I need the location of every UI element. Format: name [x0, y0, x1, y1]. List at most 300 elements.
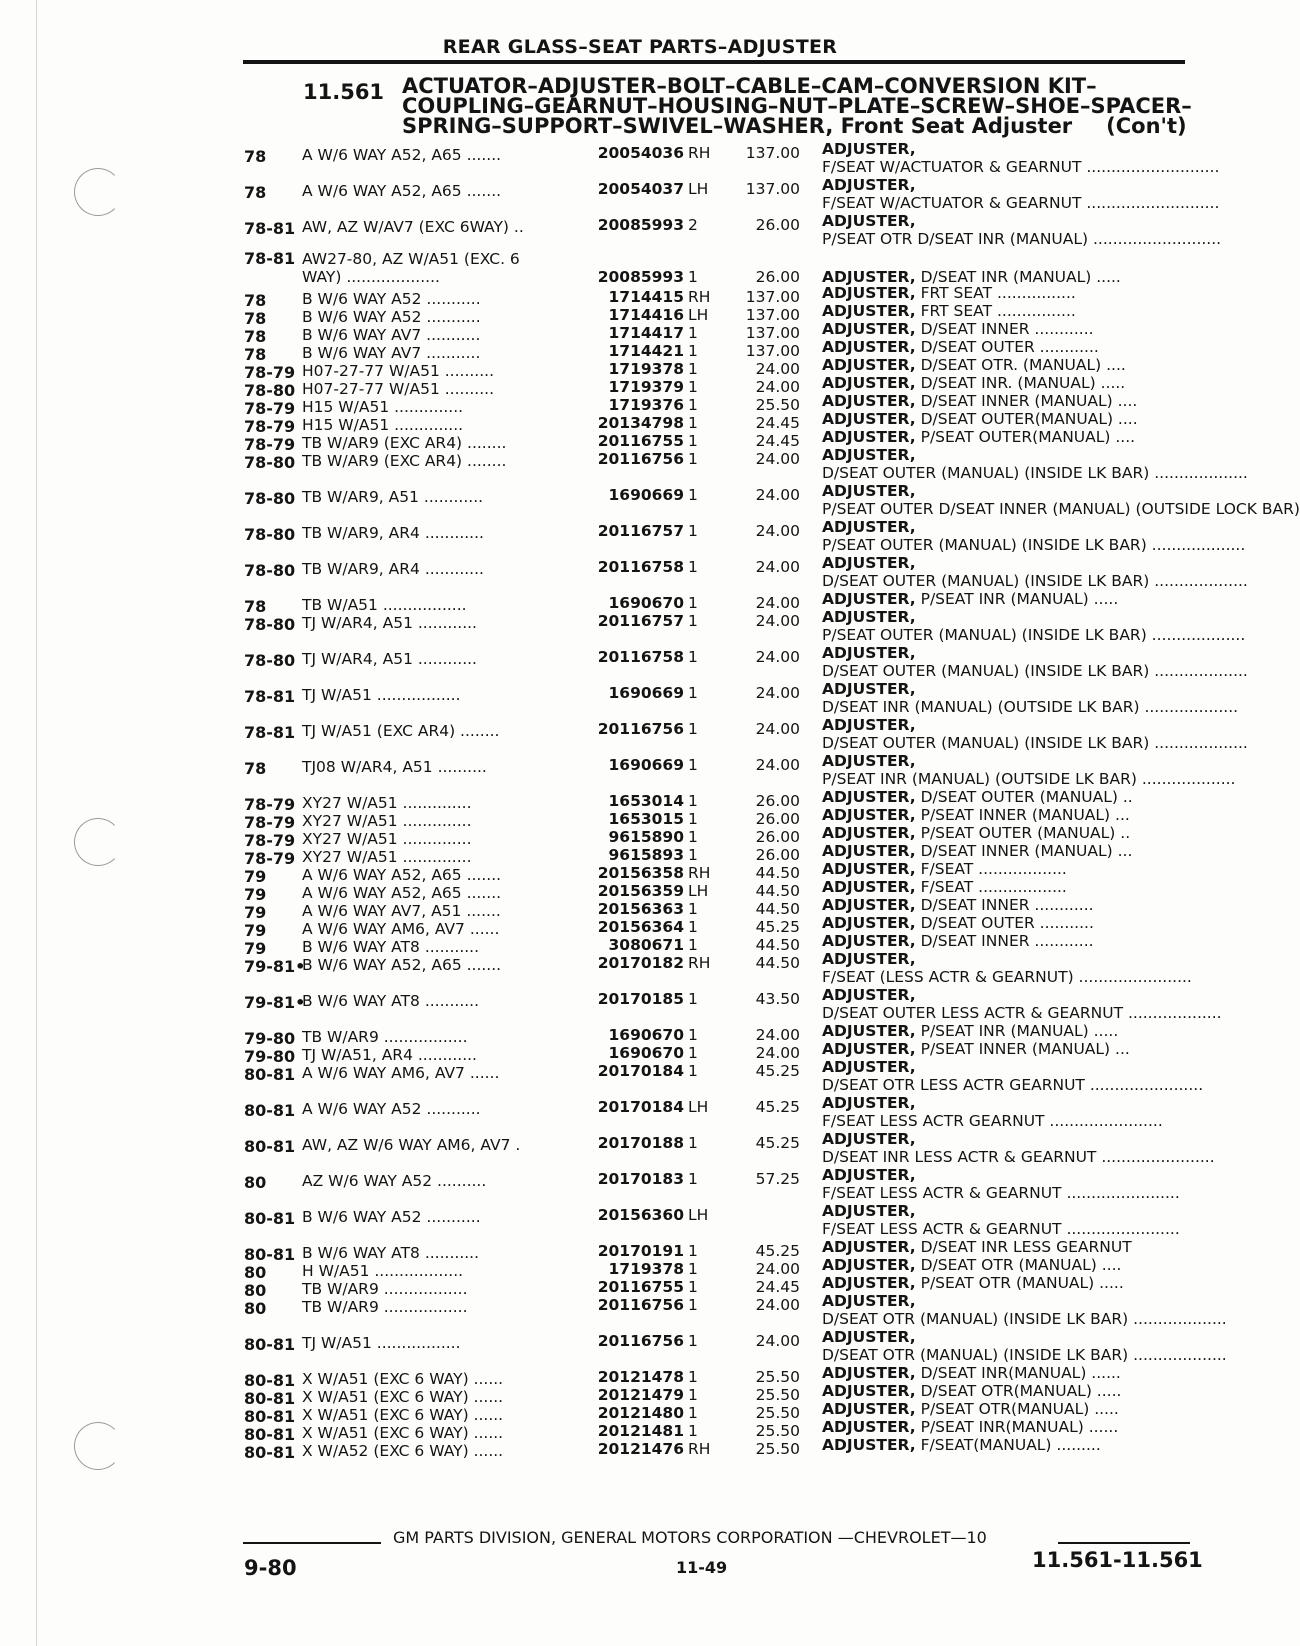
model-year: 78-79	[244, 831, 296, 850]
model-description: TJ W/A51, AR4 ............	[302, 1046, 477, 1064]
part-number: 1653014	[608, 792, 684, 810]
part-number: 9615893	[608, 846, 684, 864]
model-description: B W/6 WAY A52 ...........	[302, 290, 481, 308]
table-row	[0, 1166, 1280, 1200]
quantity: 1	[688, 936, 698, 954]
model-year: 78-79	[244, 399, 296, 418]
item-description: F/SEAT W/ACTUATOR & GEARNUT ...........................	[822, 194, 1220, 212]
section-title	[402, 76, 1192, 136]
price: 25.50	[755, 1368, 800, 1386]
price: 26.00	[755, 268, 800, 286]
quantity: 1	[688, 1170, 698, 1188]
item-name: ADJUSTER, P/SEAT OUTER (MANUAL) (INSIDE LK BAR) ...................	[822, 518, 1246, 554]
item-name: ADJUSTER, D/SEAT OTR. (MANUAL) ....	[822, 356, 1126, 374]
model-description: AW, AZ W/AV7 (EXC 6WAY) ..	[302, 218, 524, 236]
item-name: ADJUSTER, F/SEAT LESS ACTR & GEARNUT .......................	[822, 1166, 1180, 1202]
item-description: F/SEAT ..................	[920, 860, 1067, 878]
model-description: B W/6 WAY AV7 ...........	[302, 344, 481, 362]
price: 25.50	[755, 1440, 800, 1458]
item-name: ADJUSTER, P/SEAT INR (MANUAL) .....	[822, 590, 1119, 608]
item-description: P/SEAT INR (MANUAL) (OUTSIDE LK BAR) ...................	[822, 770, 1236, 788]
item-name: ADJUSTER, P/SEAT OUTER (MANUAL) (INSIDE LK BAR) ...................	[822, 608, 1246, 644]
price: 45.25	[755, 1134, 800, 1152]
model-description: B W/6 WAY A52, A65 .......	[302, 956, 502, 974]
part-number: 20116756	[597, 450, 684, 468]
part-number: 20116755	[597, 1278, 684, 1296]
model-year: 78-80	[244, 561, 296, 580]
quantity: 1	[688, 1242, 698, 1260]
item-description: D/SEAT OUTER (MANUAL) (INSIDE LK BAR) ...................	[822, 464, 1248, 482]
quantity: 1	[688, 1062, 698, 1080]
item-description: D/SEAT INR LESS ACTR & GEARNUT .......................	[822, 1148, 1215, 1166]
item-name: ADJUSTER, P/SEAT INR(MANUAL) ......	[822, 1418, 1119, 1436]
item-description: F/SEAT ..................	[920, 878, 1067, 896]
model-year: 78-79	[244, 795, 296, 814]
section-title-suffix: Front Seat Adjuster	[840, 114, 1073, 138]
price: 24.00	[755, 450, 800, 468]
part-number: 20156359	[597, 882, 684, 900]
model-description: A W/6 WAY AM6, AV7 ......	[302, 920, 500, 938]
item-name: ADJUSTER, D/SEAT OTR(MANUAL) .....	[822, 1382, 1122, 1400]
part-number: 20134798	[597, 414, 684, 432]
model-year: 78-79	[244, 363, 296, 382]
table-row	[0, 446, 1280, 480]
table-row	[0, 1058, 1280, 1092]
model-description: XY27 W/A51 ..............	[302, 848, 472, 866]
item-name: ADJUSTER, D/SEAT OUTER (MANUAL) (INSIDE LK BAR) ...................	[822, 644, 1248, 680]
table-row	[0, 752, 1280, 786]
quantity: 1	[688, 792, 698, 810]
part-number: 3080671	[608, 936, 684, 954]
item-name: ADJUSTER, D/SEAT INR(MANUAL) ......	[822, 1364, 1121, 1382]
item-description: D/SEAT INNER ............	[920, 932, 1094, 950]
table-row	[0, 608, 1280, 642]
item-name: ADJUSTER, F/SEAT (LESS ACTR & GEARNUT) .......................	[822, 950, 1192, 986]
price: 24.45	[755, 414, 800, 432]
price: 45.25	[755, 918, 800, 936]
model-description: TJ W/AR4, A51 ............	[302, 650, 477, 668]
item-description: D/SEAT OUTER (MANUAL) (INSIDE LK BAR) ...................	[822, 572, 1248, 590]
item-name: ADJUSTER, D/SEAT OTR (MANUAL) (INSIDE LK BAR) ...................	[822, 1292, 1227, 1328]
model-description: B W/6 WAY A52 ...........	[302, 1208, 481, 1226]
table-row	[0, 554, 1280, 588]
model-year: 78-80	[244, 381, 296, 400]
table-row	[0, 1436, 1280, 1470]
item-description: F/SEAT LESS ACTR & GEARNUT .......................	[822, 1184, 1180, 1202]
item-description: FRT SEAT ................	[920, 284, 1076, 302]
model-year: 78	[244, 327, 267, 346]
price: 44.50	[755, 954, 800, 972]
model-description: X W/A51 (EXC 6 WAY) ......	[302, 1370, 504, 1388]
model-year: 80-81	[244, 1335, 296, 1354]
table-row	[0, 644, 1280, 678]
item-description: D/SEAT OUTER (MANUAL) (INSIDE LK BAR) ...................	[822, 734, 1248, 752]
price: 24.45	[755, 1278, 800, 1296]
quantity: 1	[688, 268, 698, 286]
model-year: 79	[244, 903, 267, 922]
part-number: 20116756	[597, 1296, 684, 1314]
item-description: F/SEAT W/ACTUATOR & GEARNUT ...........................	[822, 158, 1220, 176]
model-description: TJ W/A51 .................	[302, 686, 461, 704]
quantity: 1	[688, 918, 698, 936]
model-year: 79	[244, 939, 267, 958]
section-title-line3: SPRING–SUPPORT–SWIVEL–WASHER, Front Seat Adjuster (Con't)	[402, 114, 1187, 138]
item-description: D/SEAT INNER (MANUAL) ...	[920, 842, 1133, 860]
model-year: 80-81	[244, 1209, 296, 1228]
item-name: ADJUSTER, D/SEAT INNER (MANUAL) ...	[822, 842, 1133, 860]
item-name: ADJUSTER, D/SEAT INNER ............	[822, 896, 1094, 914]
model-description: TJ08 W/AR4, A51 ..........	[302, 758, 487, 776]
footer-page-number: 11-49	[676, 1558, 728, 1577]
price: 26.00	[755, 828, 800, 846]
model-year: 79-81•	[244, 993, 306, 1012]
part-number: 20121478	[597, 1368, 684, 1386]
quantity: 2	[688, 216, 698, 234]
price: 24.00	[755, 1332, 800, 1350]
price: 45.25	[755, 1098, 800, 1116]
price: 24.00	[755, 378, 800, 396]
part-number: 1690669	[608, 756, 684, 774]
part-number: 20121480	[597, 1404, 684, 1422]
quantity: 1	[688, 450, 698, 468]
item-description: D/SEAT OUTER ...........	[920, 914, 1094, 932]
item-name: ADJUSTER, D/SEAT OUTER(MANUAL) ....	[822, 410, 1138, 428]
part-number: 1714415	[608, 288, 684, 306]
item-description: P/SEAT OTR (MANUAL) .....	[920, 1274, 1124, 1292]
model-year: 80-81	[244, 1425, 296, 1444]
model-description: A W/6 WAY A52, A65 .......	[302, 884, 502, 902]
item-name: ADJUSTER, P/SEAT INR (MANUAL) (OUTSIDE LK BAR) ...................	[822, 752, 1236, 788]
quantity: 1	[688, 1386, 698, 1404]
price: 25.50	[755, 1404, 800, 1422]
table-row	[0, 716, 1280, 750]
table-row	[0, 482, 1300, 518]
quantity: 1	[688, 1278, 698, 1296]
model-year: 78-80	[244, 525, 296, 544]
part-number: 20116756	[597, 1332, 684, 1350]
model-description: XY27 W/A51 ..............	[302, 794, 472, 812]
footer-date: 9-80	[244, 1556, 297, 1580]
model-year: 78-81	[244, 723, 296, 742]
price: 24.00	[755, 522, 800, 540]
part-number: 1714416	[608, 306, 684, 324]
item-name: ADJUSTER, D/SEAT INNER ............	[822, 932, 1094, 950]
price: 24.00	[755, 1044, 800, 1062]
item-description: D/SEAT INR LESS GEARNUT	[920, 1238, 1132, 1256]
price: 137.00	[745, 342, 800, 360]
page-header-title: REAR GLASS–SEAT PARTS–ADJUSTER	[442, 36, 838, 58]
item-description: D/SEAT INNER (MANUAL) ....	[920, 392, 1138, 410]
model-year: 78-79	[244, 849, 296, 868]
item-description: D/SEAT INR (MANUAL) .....	[920, 268, 1121, 286]
part-number: 20085993	[597, 268, 684, 286]
model-description: X W/A51 (EXC 6 WAY) ......	[302, 1406, 504, 1424]
model-year: 78	[244, 291, 267, 310]
part-number: 20170184	[597, 1098, 684, 1116]
part-number: 20116758	[597, 558, 684, 576]
quantity: 1	[688, 828, 698, 846]
part-number: 1690670	[608, 594, 684, 612]
part-number: 20121481	[597, 1422, 684, 1440]
model-description: H15 W/A51 ..............	[302, 416, 464, 434]
quantity: 1	[688, 1044, 698, 1062]
model-description: A W/6 WAY A52, A65 .......	[302, 866, 502, 884]
part-number: 1690670	[608, 1026, 684, 1044]
table-row	[0, 950, 1280, 984]
model-year: 78	[244, 147, 267, 166]
item-name: ADJUSTER, P/SEAT OUTER D/SEAT INNER (MANUAL) (OUTSIDE LOCK BAR)	[822, 482, 1300, 518]
price: 24.00	[755, 720, 800, 738]
model-year: 78	[244, 759, 267, 778]
model-description: B W/6 WAY AT8 ...........	[302, 992, 480, 1010]
quantity: 1	[688, 342, 698, 360]
model-description: A W/6 WAY AV7, A51 .......	[302, 902, 501, 920]
item-name: ADJUSTER, F/SEAT(MANUAL) .........	[822, 1436, 1101, 1454]
part-number: 1714421	[608, 342, 684, 360]
item-name: ADJUSTER, P/SEAT INR (MANUAL) .....	[822, 1022, 1119, 1040]
item-name: ADJUSTER, P/SEAT OTR D/SEAT INR (MANUAL) ..........................	[822, 212, 1222, 248]
model-year: 78-80	[244, 453, 296, 472]
model-description: TJ W/A51 (EXC AR4) ........	[302, 722, 500, 740]
part-number: 20116757	[597, 612, 684, 630]
quantity: 1	[688, 990, 698, 1008]
model-year: 78-79	[244, 813, 296, 832]
quantity: 1	[688, 558, 698, 576]
quantity: 1	[688, 378, 698, 396]
table-row	[0, 518, 1280, 552]
model-year: 79	[244, 885, 267, 904]
model-description: TB W/AR9 .................	[302, 1028, 468, 1046]
part-number: 20054036	[597, 144, 684, 162]
part-number: 1690669	[608, 684, 684, 702]
part-number: 1690670	[608, 1044, 684, 1062]
model-year: 80	[244, 1263, 267, 1282]
footer-section-range: 11.561-11.561	[1032, 1548, 1203, 1572]
quantity: RH	[688, 1440, 711, 1458]
price: 25.50	[755, 396, 800, 414]
model-year: 78-81	[244, 219, 296, 238]
model-year: 79-81•	[244, 957, 306, 976]
price: 26.00	[755, 810, 800, 828]
model-year: 79	[244, 921, 267, 940]
model-description: TB W/AR9, A51 ............	[302, 488, 484, 506]
quantity: 1	[688, 846, 698, 864]
price: 137.00	[745, 306, 800, 324]
item-name: ADJUSTER, P/SEAT OTR(MANUAL) .....	[822, 1400, 1119, 1418]
model-description: X W/A51 (EXC 6 WAY) ......	[302, 1388, 504, 1406]
model-description: A W/6 WAY A52, A65 .......	[302, 146, 502, 164]
price: 25.50	[755, 1386, 800, 1404]
item-name: ADJUSTER, P/SEAT OUTER(MANUAL) ....	[822, 428, 1136, 446]
model-description: TJ W/A51 .................	[302, 1334, 461, 1352]
item-name: ADJUSTER, P/SEAT INNER (MANUAL) ...	[822, 806, 1130, 824]
model-year: 78-79	[244, 435, 296, 454]
item-description: F/SEAT LESS ACTR & GEARNUT .......................	[822, 1220, 1180, 1238]
item-description: P/SEAT INR (MANUAL) .....	[920, 590, 1119, 608]
item-name: ADJUSTER, F/SEAT W/ACTUATOR & GEARNUT ...........................	[822, 140, 1220, 176]
footer-rule-right	[1058, 1542, 1190, 1544]
part-number: 20170191	[597, 1242, 684, 1260]
quantity: 1	[688, 1404, 698, 1422]
model-description: B W/6 WAY A52 ...........	[302, 308, 481, 326]
price: 24.00	[755, 594, 800, 612]
model-description: B W/6 WAY AT8 ...........	[302, 1244, 480, 1262]
price: 24.00	[755, 486, 800, 504]
price: 26.00	[755, 846, 800, 864]
model-year: 80-81	[244, 1443, 296, 1462]
model-description: X W/A52 (EXC 6 WAY) ......	[302, 1442, 504, 1460]
item-description: P/SEAT INNER (MANUAL) ...	[920, 806, 1130, 824]
price: 137.00	[745, 180, 800, 198]
item-description: P/SEAT OUTER (MANUAL) (INSIDE LK BAR) ...................	[822, 536, 1246, 554]
section-title-line2: COUPLING–GEARNUT–HOUSING–NUT–PLATE–SCREW–SHOE–SPACER–	[402, 94, 1192, 118]
part-number: 20156363	[597, 900, 684, 918]
price: 24.00	[755, 648, 800, 666]
model-year: 78	[244, 597, 267, 616]
part-number: 20156360	[597, 1206, 684, 1224]
quantity: 1	[688, 486, 698, 504]
model-description: TB W/AR9, AR4 ............	[302, 524, 484, 542]
item-description: P/SEAT OUTER D/SEAT INNER (MANUAL) (OUTSIDE LOCK BAR)	[822, 500, 1300, 518]
model-year: 80	[244, 1281, 267, 1300]
item-name: ADJUSTER, D/SEAT INNER ............	[822, 320, 1094, 338]
price: 24.00	[755, 1260, 800, 1278]
quantity: 1	[688, 324, 698, 342]
item-name: ADJUSTER, F/SEAT W/ACTUATOR & GEARNUT ...........................	[822, 176, 1220, 212]
footer-publisher: GM PARTS DIVISION, GENERAL MOTORS CORPORATION —CHEVROLET—10	[393, 1528, 987, 1547]
model-year: 79-80	[244, 1029, 296, 1048]
part-number: 20156364	[597, 918, 684, 936]
price: 45.25	[755, 1242, 800, 1260]
header-rule	[243, 60, 1185, 64]
item-description: F/SEAT(MANUAL) .........	[920, 1436, 1101, 1454]
quantity: RH	[688, 954, 711, 972]
model-description: TB W/AR9 .................	[302, 1298, 468, 1316]
item-name: ADJUSTER, FRT SEAT ................	[822, 284, 1076, 302]
model-year: 78-79	[244, 417, 296, 436]
item-name: ADJUSTER, D/SEAT OUTER LESS ACTR & GEARNUT ...................	[822, 986, 1222, 1022]
price: 24.00	[755, 1296, 800, 1314]
table-row	[0, 1130, 1280, 1164]
part-number: 1719379	[608, 378, 684, 396]
price: 137.00	[745, 324, 800, 342]
model-description: AZ W/6 WAY A52 ..........	[302, 1172, 487, 1190]
item-name: ADJUSTER, D/SEAT INR LESS GEARNUT	[822, 1238, 1132, 1256]
price: 137.00	[745, 144, 800, 162]
item-name: ADJUSTER, D/SEAT INR (MANUAL) (OUTSIDE LK BAR) ...................	[822, 680, 1239, 716]
item-name: ADJUSTER, D/SEAT INR (MANUAL) .....	[822, 268, 1121, 286]
quantity: 1	[688, 1368, 698, 1386]
table-row	[0, 176, 1280, 210]
model-year: 80	[244, 1299, 267, 1318]
price: 24.00	[755, 684, 800, 702]
part-number: 20170184	[597, 1062, 684, 1080]
model-description: TB W/AR9 (EXC AR4) ........	[302, 434, 507, 452]
price: 24.00	[755, 612, 800, 630]
item-name: ADJUSTER, F/SEAT LESS ACTR & GEARNUT .......................	[822, 1202, 1180, 1238]
table-row	[0, 1328, 1280, 1362]
item-description: P/SEAT OUTER (MANUAL) (INSIDE LK BAR) ...................	[822, 626, 1246, 644]
model-year: 80-81	[244, 1407, 296, 1426]
quantity: RH	[688, 144, 711, 162]
model-year: 80	[244, 1173, 267, 1192]
model-description: A W/6 WAY AM6, AV7 ......	[302, 1064, 500, 1082]
section-number: 11.561	[303, 80, 385, 104]
quantity: LH	[688, 1098, 709, 1116]
part-number: 20116758	[597, 648, 684, 666]
part-number: 20054037	[597, 180, 684, 198]
item-description: P/SEAT OTR D/SEAT INR (MANUAL) ..........................	[822, 230, 1222, 248]
item-name: ADJUSTER, P/SEAT OUTER (MANUAL) ..	[822, 824, 1131, 842]
model-description: X W/A51 (EXC 6 WAY) ......	[302, 1424, 504, 1442]
model-description: AW, AZ W/6 WAY AM6, AV7 .	[302, 1136, 521, 1154]
quantity: 1	[688, 1422, 698, 1440]
table-row	[0, 680, 1280, 714]
item-description: P/SEAT OTR(MANUAL) .....	[920, 1400, 1119, 1418]
item-description: D/SEAT OUTER LESS ACTR & GEARNUT ...................	[822, 1004, 1222, 1022]
quantity: 1	[688, 1296, 698, 1314]
model-year: 78-80	[244, 489, 296, 508]
model-description: TB W/AR9 (EXC AR4) ........	[302, 452, 507, 470]
quantity: 1	[688, 432, 698, 450]
item-name: ADJUSTER, D/SEAT OUTER (MANUAL) (INSIDE LK BAR) ...................	[822, 446, 1248, 482]
price: 24.00	[755, 558, 800, 576]
table-row	[0, 250, 1280, 284]
model-year: 80-81	[244, 1101, 296, 1120]
item-description: D/SEAT INNER ............	[920, 320, 1094, 338]
item-name: ADJUSTER, F/SEAT ..................	[822, 860, 1067, 878]
part-number: 20170185	[597, 990, 684, 1008]
quantity: 1	[688, 900, 698, 918]
part-number: 20170182	[597, 954, 684, 972]
item-name: ADJUSTER, P/SEAT OTR (MANUAL) .....	[822, 1274, 1124, 1292]
quantity: 1	[688, 756, 698, 774]
quantity: RH	[688, 864, 711, 882]
continued-marker: (Con't)	[1106, 114, 1187, 138]
model-year: 79-80	[244, 1047, 296, 1066]
quantity: 1	[688, 1026, 698, 1044]
table-row	[0, 140, 1280, 174]
model-description: H15 W/A51 ..............	[302, 398, 464, 416]
part-number: 1719378	[608, 1260, 684, 1278]
quantity: 1	[688, 1332, 698, 1350]
model-description: H W/A51 ..................	[302, 1262, 464, 1280]
price: 24.00	[755, 756, 800, 774]
price: 24.45	[755, 432, 800, 450]
part-number: 20121479	[597, 1386, 684, 1404]
item-description: D/SEAT OTR (MANUAL) (INSIDE LK BAR) ...................	[822, 1310, 1227, 1328]
model-description: TB W/AR9, AR4 ............	[302, 560, 484, 578]
part-number: 9615890	[608, 828, 684, 846]
item-description: D/SEAT INR (MANUAL) (OUTSIDE LK BAR) ...................	[822, 698, 1239, 716]
part-number: 1714417	[608, 324, 684, 342]
item-description: F/SEAT (LESS ACTR & GEARNUT) .......................	[822, 968, 1192, 986]
quantity: LH	[688, 180, 709, 198]
price: 44.50	[755, 864, 800, 882]
part-number: 20170183	[597, 1170, 684, 1188]
model-year: 78	[244, 345, 267, 364]
item-description: D/SEAT OUTER ............	[920, 338, 1099, 356]
part-number: 20170188	[597, 1134, 684, 1152]
model-description: TJ W/AR4, A51 ............	[302, 614, 477, 632]
item-description: D/SEAT INNER ............	[920, 896, 1094, 914]
price: 43.50	[755, 990, 800, 1008]
item-description: D/SEAT OTR LESS ACTR GEARNUT .......................	[822, 1076, 1204, 1094]
price: 45.25	[755, 1062, 800, 1080]
model-year: 80-81	[244, 1389, 296, 1408]
section-title-line1: ACTUATOR–ADJUSTER–BOLT–CABLE–CAM–CONVERSION KIT–	[402, 74, 1097, 98]
model-description: A W/6 WAY A52, A65 .......	[302, 182, 502, 200]
